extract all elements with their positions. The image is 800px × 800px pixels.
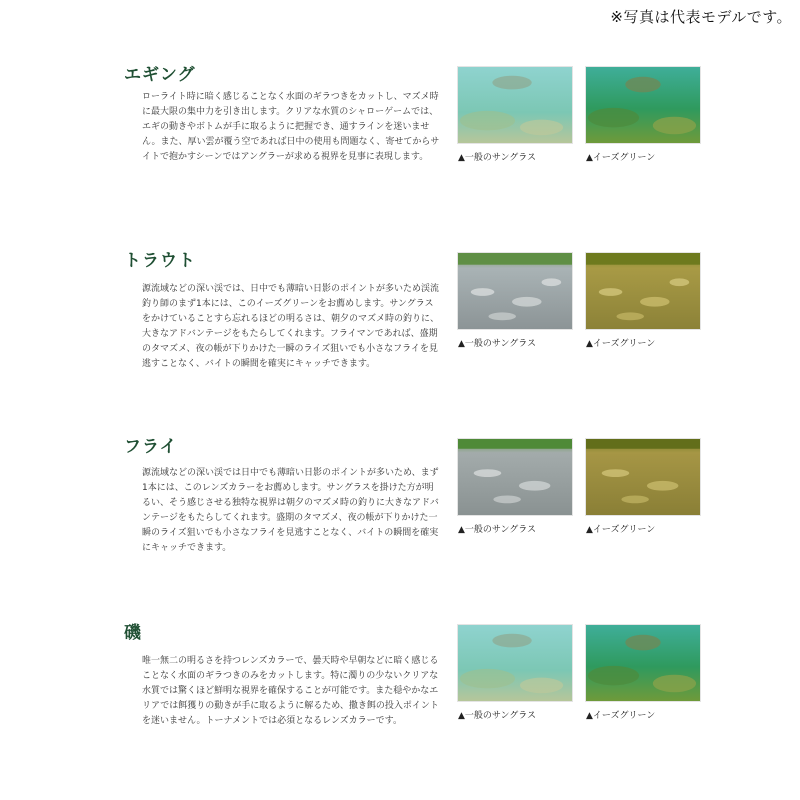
section-trout xyxy=(0,246,800,386)
section-body: ローライト時に暗く感じることなく水面のギラつきをカットし、マズメ時に最大限の集中力を引き出します。クリアな水質のシャローゲームでは、エギの動きやボトムが手に取るように把握でき、通すラインを迷いません。また、厚い雲が覆う空であれば日中の使用も問題なく、寄せてからサイトで抱かすシーンではアングラーが求める視界を見事に表現します。 xyxy=(142,92,440,162)
caption-ease-green: ▲イーズグリーン xyxy=(586,711,656,721)
photo-regular-sunglasses xyxy=(457,252,573,330)
section-title: 磯 xyxy=(124,623,142,643)
section-iso xyxy=(0,618,800,758)
section-title: フライ xyxy=(124,437,178,457)
caption-regular-sunglasses: ▲一般のサングラス xyxy=(458,339,537,349)
photo-regular-sunglasses xyxy=(457,66,573,144)
section-title: トラウト xyxy=(124,251,196,271)
caption-ease-green: ▲イーズグリーン xyxy=(586,339,656,349)
section-fly xyxy=(0,432,800,572)
section-body-text: 源流域などの深い渓では、日中でも薄暗い日影のポイントが多いため渓流釣り師のまず1本には、このイーズグリーンをお薦めします。サングラスをかけていることすら忘れるほどの明るさは、朝夕のマズメ時の釣りに、大きなアドバンテージをもたらしてくれます。フライマンであれば、盛期のタマズメ、夜の帳が下りかけた一瞬のライズ狙いでも小さなフライを見逃すことなく、バイトの瞬間を確実にキャッチできます。 xyxy=(142,284,440,369)
representative-model-note: ※写真は代表モデルです。 xyxy=(610,8,792,26)
photo-ease-green xyxy=(585,438,701,516)
section-title: エギング xyxy=(124,65,196,85)
photo-ease-green xyxy=(585,624,701,702)
section-body: 源流域などの深い渓では日中でも薄暗い日影のポイントが多いため、まず1本には、このレンズカラーをお薦めします。サングラスを掛けた方が明るい、そう感じさせる独特な視界は朝夕のマズメ時の釣りに大きなアドバンテージをもたらしてくれます。盛期のタマズメ、夜の帳が下りかけた一瞬のライズ狙いでも小さなフライを見逃すことなく、バイトの瞬間を確実にキャッチできます。 xyxy=(142,468,439,553)
caption-regular-sunglasses: ▲一般のサングラス xyxy=(458,525,537,535)
section-eging xyxy=(0,60,800,200)
photo-ease-green xyxy=(585,252,701,330)
section-body: 唯一無二の明るさを持つレンズカラーで、曇天時や早朝などに暗く感じることなく水面のギラつきのみをカットします。特に濁りの少ないクリアな水質では驚くほど鮮明な視界を確保することが可能です。また穏やかなエリアでは餌獲りの動きが手に取るように解るため、撒き餌の投入ポイントを迷いません。トーナメントでは必須となるレンズカラーです。 xyxy=(142,656,439,726)
caption-regular-sunglasses: ▲一般のサングラス xyxy=(458,153,537,163)
caption-ease-green: ▲イーズグリーン xyxy=(586,153,656,163)
section-body xyxy=(142,282,442,372)
caption-ease-green: ▲イーズグリーン xyxy=(586,525,656,535)
caption-regular-sunglasses: ▲一般のサングラス xyxy=(458,711,537,721)
photo-ease-green xyxy=(585,66,701,144)
photo-regular-sunglasses xyxy=(457,438,573,516)
photo-regular-sunglasses xyxy=(457,624,573,702)
